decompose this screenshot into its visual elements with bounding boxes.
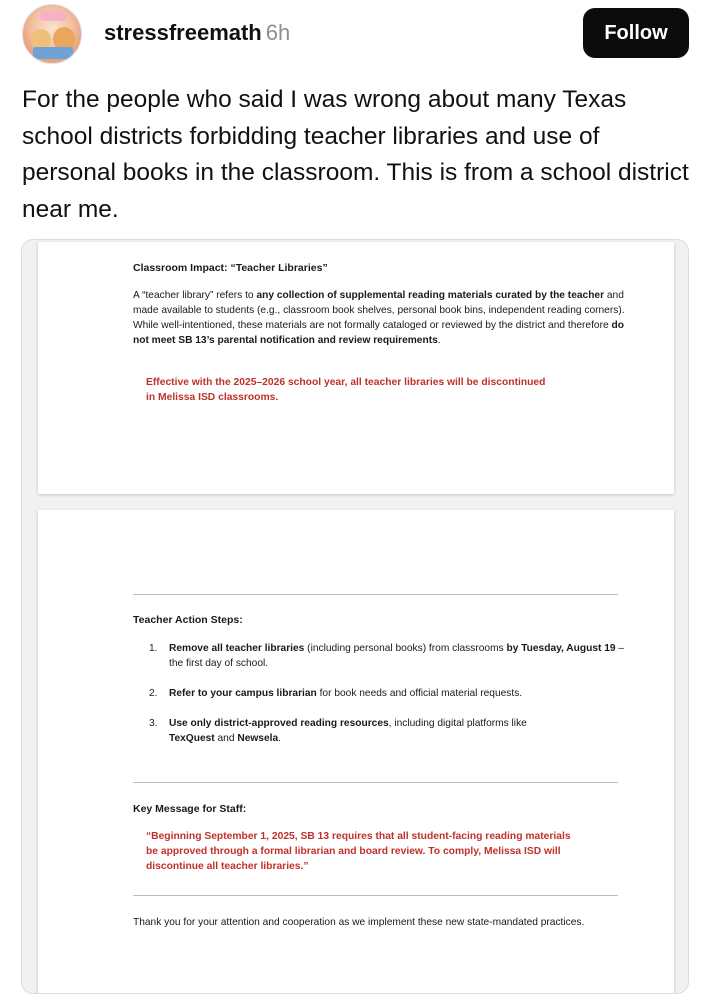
- step-number: 1.: [149, 643, 158, 654]
- username-text[interactable]: stressfreemath: [104, 20, 262, 45]
- step-text: (including personal books) from classrooms: [304, 643, 507, 654]
- step-text: .: [278, 733, 281, 744]
- doc-effective-notice: Effective with the 2025–2026 school year, all teacher libraries will be discontinued in Melissa ISD classrooms.: [146, 377, 546, 403]
- post-header: [0, 0, 710, 70]
- step-text: for book needs and official material requests.: [316, 688, 523, 699]
- document-page-2: [38, 510, 674, 994]
- step-bold: TexQuest: [169, 733, 215, 744]
- doc-definition-paragraph: [133, 288, 633, 348]
- step-text: and: [214, 733, 238, 744]
- action-step: [133, 716, 633, 746]
- follow-button[interactable]: Follow: [583, 8, 689, 58]
- divider: [133, 895, 618, 896]
- doc-title-key-message: Key Message for Staff:: [133, 803, 247, 815]
- step-bold: Newsela: [237, 733, 279, 744]
- divider: [133, 782, 618, 783]
- step-bold: Use only district-approved reading resources: [169, 718, 389, 729]
- avatar-book-shape: [33, 47, 73, 59]
- attached-document-image[interactable]: [21, 239, 689, 994]
- post-caption: For the people who said I was wrong about many Texas school districts forbidding teacher libraries and use of personal books in the classroom. This is from a school district near me.: [22, 86, 689, 223]
- avatar-icon[interactable]: [22, 4, 82, 64]
- para-bold: any collection of supplemental reading materials curated by the teacher: [256, 290, 605, 301]
- step-bold: by Tuesday, August 19: [506, 643, 616, 654]
- step-text: , including digital platforms like: [388, 718, 527, 729]
- divider: [133, 594, 618, 595]
- para-text: A “teacher library” refers to: [133, 290, 257, 301]
- doc-title-action-steps: Teacher Action Steps:: [133, 614, 243, 626]
- para-text: .: [437, 335, 441, 346]
- step-bold: Remove all teacher libraries: [169, 643, 305, 654]
- doc-title-classroom-impact: Classroom Impact: “Teacher Libraries”: [133, 262, 328, 274]
- action-step: [133, 641, 633, 671]
- action-step: [133, 686, 633, 701]
- avatar-banner-shape: [39, 11, 67, 21]
- post-time: 6h: [265, 20, 291, 45]
- username-link[interactable]: [104, 20, 290, 46]
- document-page-1: [38, 242, 674, 494]
- step-number: 2.: [149, 688, 158, 699]
- step-text: – the first day of school.: [169, 643, 625, 669]
- step-number: 3.: [149, 718, 158, 729]
- doc-key-message-quote: “Beginning September 1, 2025, SB 13 requires that all student-facing reading materials be approved through a formal librarian and board review. To comply, Melissa ISD will discontinue all teacher libraries.”: [146, 831, 571, 872]
- doc-thanks-paragraph: Thank you for your attention and cooperation as we implement these new state-mandated practices.: [133, 917, 585, 928]
- para-bold: do not meet SB 13’s parental notification and review requirements: [133, 320, 624, 346]
- action-steps-list: [133, 641, 633, 746]
- para-text: and made available to students (e.g., classroom book shelves, personal book bins, independent reading corners). While well-intentioned, these materials are not formally cataloged or reviewed by the district and therefore: [133, 290, 625, 331]
- step-bold: Refer to your campus librarian: [169, 688, 317, 699]
